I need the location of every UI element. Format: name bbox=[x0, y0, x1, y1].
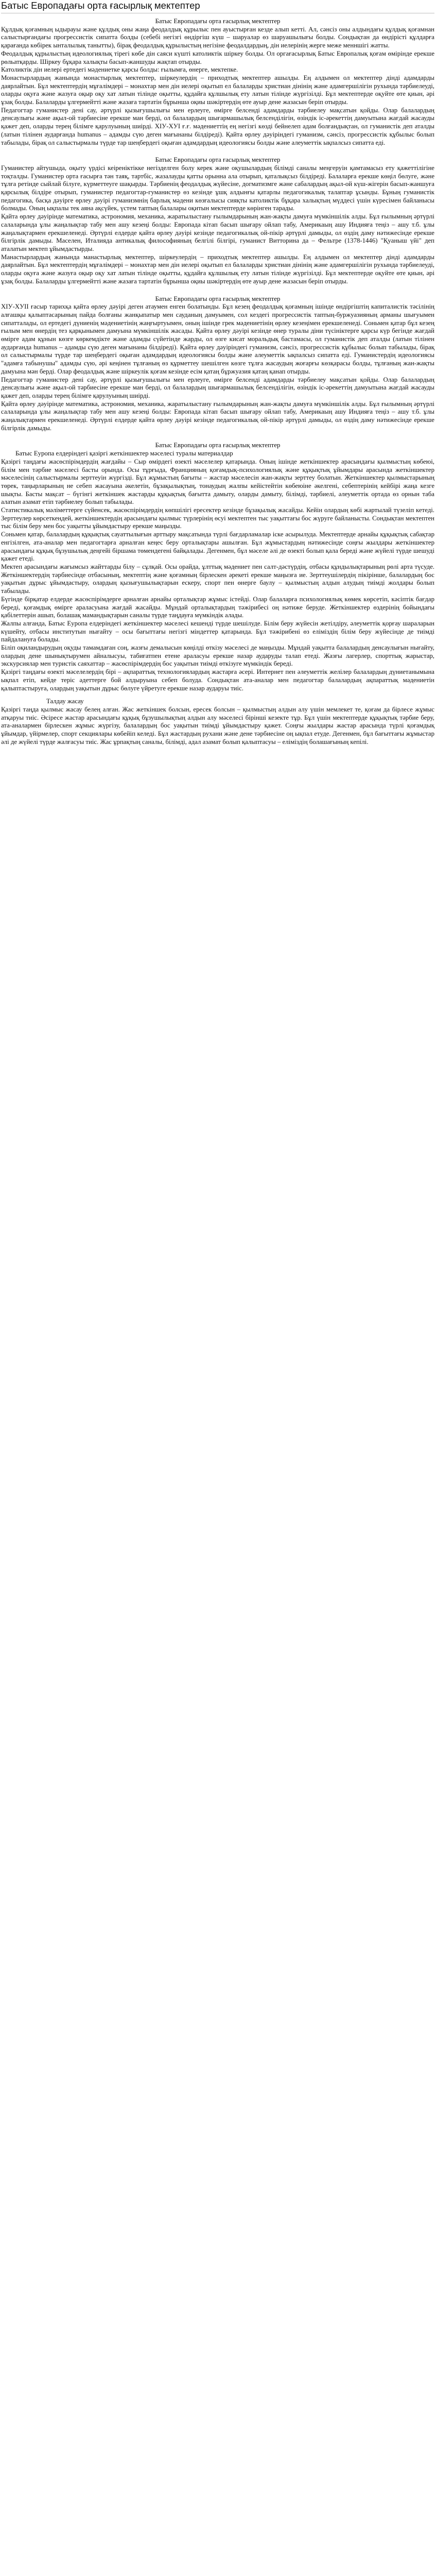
section-title: Батыс Европадағы орта ғасырлық мектептер bbox=[155, 442, 281, 449]
paragraph: Қайта өрлеу дәуірінде математика, астрономия, механика, жаратылыстану ғылымдарының жан-жақты дамуға мүмкіншілік алды. Бұл ғылымның әртүрлі салаларында ұлы жаңалықтар табу мен ашу кезеңі болды: Европада кітап басып шығару ойлап табу, Америкаың ашу Индияға теңіз – ашу т.б. ұлы жаңалықтармен ерекшеленеді. Әртүрлі елдерде қайта өрлеу дәуірі кезінде педагогикалық ой-пікір әртүрлі дамыды, ол өздің даму нәтижесінде ерекше білгірлік дамыды. bbox=[1, 400, 434, 432]
section-3 bbox=[1, 295, 434, 433]
paragraph: Гуманистер айтушыда, оқыту үрдісі кеіреніктікке негізделген болу керек және оқушылардың білімді саналы меңгеруін қамтамасыз ету қажеттілігіне тоқталды. Гуманистер орта ғасырға тән таяқ, тартбіс, жазалауды қатты орынна ала отырып, қаталықсыз білдіреді. Балаларға ерекше көңіл бөлуге, және тұлға ретінде сыйлай білуге, күрметтеуге шақырды. Тәрбиенің феодалдық жүйесіне, догматизмге және сабалардың ақыл-ой күш-жігерін басып-жаншуға қарсылық білдіре отырып, гуманистер педагогтар-гуманистер өз кезінде ұшқ алдынғы қатарлы педагогикалық талаптар ұсынды. Бұның гуманистік педагогика, басқа дәуірге өрлеу дәуірі гуманизмнің барлық мәдени көзғалысы сияқты католиктік бұқара халықтың мүддесі үшін күресімен байланысы болмады. Оның ықпалы тек аяна ақсүйек, үстем таптың балалары оқитын мектептерде көрінген тарады. bbox=[1, 164, 434, 212]
paragraph: Жалпы алғанда, Батыс Еуропа елдеріндегі жеткіншектер мәселесі кешенді түрде шешілуде. Білім беру жүйесін жетілдіру, әлеуметтік қорғау шараларын күшейту, отбасы институтын нығайту – осы бағыттағы негізгі міндеттер қатарында. Бұл тәжірибені өз еліміздің білім беру жүйесінде де тиімді пайдалануға болады. bbox=[1, 619, 434, 643]
paragraph: Статистикалық мәліметтерге сүйенсек, жасөспірімдердің көпшілігі ересектер кезінде бұзақылық жасайды. Кейін олардың көбі жартылай түзеліп кетеді. Зерттеулер көрсеткендей, жеткіншектердің арасындағы қылмыс түрлерінің өсуі мектептен тыс уақыттағы бос жүруге байланысты. Сондықтан мектептен тыс білім беру мен бос уақытты ұйымдастыру ерекше маңызды. bbox=[1, 506, 434, 530]
section-4 bbox=[1, 442, 434, 692]
paragraph: Монастырлардың жанында монастырлық мектептер, шіркеулердің – приходтық мектептер ашылды. Ең алдымен ол мектептер дінді адамдарды даярлайтын. Бұл мектептердің мұғалімдері – монахтар мен дін иелері оқытып ел балаларды христиан дінінің және адамгершілігін рухында тәрбиелеуді, оларды оқуға және жазуға оқыр оқу хат латын тілінде оқытты, құдайға құлшылық ету латын тілінде жүргізілді. Бұл мектептерде оқуйте өте қиын, әрі ұзақ болды. Балаларды ұлгермейтті және жазаға тартатін бұрынша оқиы шәкіртердің өте ауыр дене жазасын беріп отырды. bbox=[1, 74, 434, 106]
paragraph: ХІУ-ХУІІ ғасыр тарихқа қайта өрлеу дәуірі деген атаумен енген болатынды. Бұл кезең феодалдық қоғамның ішінде өндіргіштің капиталистік тәсілінің алғашқы қалыптасарының пайда болғаны жанқыпатыр мен сауданың дамуымен, сол кездегі прогрессистік таптың-буржуазияның арманы шығуымен сипатталады, ол ертедегі дүниенің мәдениетінің жаңғыртуымен, оның ішінде грек мәдениетінің өрлеу кезеңімен ерекшеленеді. Соньмен қатар бұл кезең ғылым мен өнердің тез қарқынымен дамуына мүмкіншілік жасады. Қайта өрлеу дәуірі кезінде өнер туралы діни түсініктерге қарсы күр бегінде жағдай өмірге адам құнын көзге көркемдікте және адамды сүйетінде жарды, ол өзге кисат моральдық бастамасы, ол гуманистік деп аталды (латын тілінен аударғанда humanus – адамды сүю деген мағынаны білдіреді). Қайта өрлеу дәуіріндегі гуманизм, сәнсіз, прогрессистік құбылыс болып табылады, бірақ ол салыстырмалы түрде тар шеңбердегі оқыған адамдардың идеологиясы болды және алеуметтік ықпалсыз сипатта еді. Гуманистердің идеологиясы "адамға табынушы" адамды сүю, әрі кеңінен тұлғаның өз құрметтеу шешілген көзге тұлға жасаудың жоғарғы көзқарасы болды, тұлғаның жан-жақты дамуына мән берді. Олар феодалдық және шіркеулік қоғам кезінде есім қатаң бұржуазия қатаң қанап отырды. bbox=[1, 303, 434, 375]
paragraph: Педагогтар гуманистер дені сау, әртүрлі қызығушылығы мен ерлеуге, өмірге белсенді адамдарды тәрбиелеу мақсатын қойды. Олар балалардың денсаулығы және ақыл-ой тәрбиесіне ерекше ман берді, ол балалардың шығармашылық белсенділігін, өзіндік іс-әрекеттің дамуытына жағдай жасауды қажет деп, оларды терең білімге қарулуының шиірді. ХІУ-ХУІ ғ.ғ. мәдениеттің ең негізгі көзді бейнелеп адам болғандықтан, ол гуманистік деп аталды (латын тілінен аударғанда humanus – адамды сүю деген мағынаны білдіреді). Қайта өрлеу дәуіріндегі гуманизм, сәнсіз, прогрессистік құбылыс болып табылады, бірақ ол салыстырмалы түрде тар шеңбердегі оқыған адамдардың идеологиясы болды және алеуметтік ықпалсыз сипатта еді. bbox=[1, 106, 434, 146]
section-1 bbox=[1, 18, 434, 147]
paragraph: Құлдық қоғамның ыдырауы және құлдық оны жаңа феодалдық құрылыс пен ауыстырған кезде алып кетті. Ал, сәнсіз оны алдындағы құлдық қоғамнан салыстырғандағы прогрессистік сипатта болды (себебі негізгі өндіргіш күш – шаруалар өз шаруашылығы болды. Сондықтан да өндірісті құлдарға қарағанда көбірек ынталылық танытты), бірақ феодалдық құрылыстың негізіне феодалдардың, дін иелерінің жерге меже менншігі жатты. bbox=[1, 25, 434, 49]
section-title: Талдау жасау bbox=[46, 698, 84, 705]
section-2 bbox=[1, 156, 434, 285]
page-title: Батыс Европадағы орта ғасырлық мектептер bbox=[1, 0, 434, 13]
paragraph: Соньмен қатар, балалардың құқықтық сауаттылығын арттыру мақсатында түрлі бағдарламалар іске асырылуда. Мектептерде арнайы құқықтық сабақтар енгізілген, ата-аналар мен педагогтарға арналған кеңес беру орталықтары ашылған. Бұл жұмыстардың нәтижесінде соңғы жылдары жеткіншектер арасындағы құқық бұзушылық деңгейі біршама төмендегені байқалады. Дегенмен, бұл мәселе әлі де өзекті болып қала береді және жүйелі түрде шешуді қажет етеді. bbox=[1, 531, 434, 563]
paragraph: Феодалдық құрылыстың идеологиялық тірегі көбе дін саяси күшті католиктік шіркеу болды. Ол оргағасырлық Батыс Европалық қоғам өмірінде ерекше рөльатқарды. Шіркеу бұқара халықты басып-жаншуды жақтап отырды. bbox=[1, 49, 434, 65]
paragraph: Біліп оқиландырудың оқуды тамамдаған соң, жазғы демалысын көңілді өткізу мәселесі де маңызды. Мұндай уақытта балалардың денсаулығын нығайту, олардың дене шынықтырумен айналысуы, табиғатпен етене араласуы ерекше назар аударуды талап етеді. Жазғы лагерлер, спорттық жарыстар, экскурсиялар мен туристік саяхаттар – жасөспірімдердің бос уақытын тиімді өткізуге мүмкіндік береді. bbox=[1, 644, 434, 668]
paragraph: Мектеп арасындағы жағымсыз жайттарды білу – сұлқай. Осы орайда, ұлттық мәдениет пен салт-дәстүрдің, отбасы құндылықтарының рөлі арта түсуде. Жеткіншектердің тәрбиесінде отбасының, мектептің және қоғамның бірлескен әрекеті ерекше маңызға ие. Зерттеушілердің пікірінше, балалардың бос уақытын дұрыс ұйымдастыру, олардың қызығушылықтарын ескеру, спорт пен өнерге баулу – қылмыстың алдын алудың тиімді жолдары болып табылады. bbox=[1, 563, 434, 595]
paragraph: Қазіргі таңдағы жасөспірімдердің жағдайы – Сыр өмірдегі өзекті мәселелер қатарында. Оның ішінде жеткіншектер арасындағы қылмыстың көбеюі, білім мен тәрбие мәселесі басты орында. Осы тұрғыда, Францияның қоғамдық-психологиялық және құқықтық ұйымдары арасында жеткіншектер мәселесінің салыстырмалы зерттеуін жүргізді. Бұл жұмыстың бағыты – жастар мәселесін жан-жақты зерттеу болатын. Жеткіншектер қылмыстарының төрек, таңырларының не себеп жасауына әкелетін, бұзақылықтың, тонаудың жалпы кейістейтін көбеюіне әкелгені, себептерінің кейбірі жаңа кезге шықты. Басты мақсат – бүгінгі жеткіншек жастарды құқықтық бағытта дамыту, оларды дамыту, білімді, тәрбиелі, әлеуметтік ортада өз орнын таба алатын азамат етіп тәрбиелеу болып табылады. bbox=[1, 457, 434, 506]
section-5 bbox=[1, 698, 434, 746]
paragraph: Қазіргі таңда қылмыс жасау белең алған. Жас жеткіншек болсын, ересек болсын – қылмыстың алдын алу үшін мемлекет те, қоғам да бірлесе жұмыс атқаруы тиіс. Әсіресе жастар арасындағы құқық бұзушылықтың алдын алу мәселесі бірінші кезекте тұр. Бұл үшін мектептерде құқықтық тәрбие беру, ата-аналармен бірлескен жұмыс жүргізу, балалардың бос уақытын тиімді ұйымдастыру қажет. Соңғы жылдары жастар арасында түрлі қоғамдық ұйымдар, үйірмелер, спорт секциялары көбейіп келеді. Бұл жастардың рухани және дене тәрбиесіне оң ықпал етуде. Дегенмен, бұл бағыттағы жұмыстар әлі де жүйелі түрде жалғасуы тиіс. Жас ұрпақтың саналы, білімді, адал азамат болып қалыптасуы – еліміздің болашағының кепілі. bbox=[1, 705, 434, 745]
section-subtitle: Батыс Еуропа елдеріндегі қазіргі жеткіншектер мәселесі туралы материалдар bbox=[15, 450, 233, 457]
section-title: Батыс Европадағы орта ғасырлық мектептер bbox=[155, 18, 281, 25]
paragraph: Бүгінде бірқатар елдерде жасөспірімдерге арналған арнайы орталықтар жұмыс істейді. Олар балаларға психологиялық көмек көрсетіп, кәсіптік бағдар береді, қоғамдық өмірге араласуына жағдай жасайды. Мұндай орталықтардың тәжірибесі оң нәтиже беруде. Жеткіншектер өздерінің бойындағы қабілеттерін ашып, болашақ мамандықтарын саналы түрде таңдауға мүмкіндік алады. bbox=[1, 595, 434, 619]
paragraph: Педагогтар гуманистер дені сау, әртүрлі қызығушылығы мен ерлеуге, өмірге белсенді адамдарды тәрбиелеу мақсатын қойды. Олар балалардың денсаулығы және ақыл-ой тәрбиесіне ерекше ман берді, ол балалардың шығармашылық белсенділігін, өзіндік іс-әрекеттің дамуытына жағдай жасауды қажет деп, оларды терең білімге қарулуының шиірді. bbox=[1, 376, 434, 399]
section-title: Батыс Европадағы орта ғасырлық мектептер bbox=[155, 295, 281, 302]
paragraph: Католиктік дін иелері ертедегі мәдениетке қарсы болды: ғылымға, өнерге, мектепке. bbox=[1, 66, 238, 74]
paragraph: Қазіргі таңдағы өзекті мәселелердің бірі – ақпараттық технологиялардың жастарға әсері. Интернет пен әлеуметтік желілер балалардың дүниетанымына ықпал етіп, кейде теріс әдеттерге бой алдыруына себеп болуда. Сондықтан ата-аналар мен педагогтар балалардың ақпараттық мәдениетін қалыптастыруға, олардың уақытын дұрыс бөлуге үйретуге ерекше назар аударуы тиіс. bbox=[1, 668, 434, 692]
paragraph: Манастырлардың жанында манастырлық мектептер, шіркеулердің – приходтық мектептер ашылды. Ең алдымен ол мектептер дінді адамдарды даярлайтын. Бұл мектептердің мұғалімдері – монахтар мен дін иелері оқытып ел балаларды христиан дінінің және адамгершілігін рухында тәрбиелеуді, оларды оқуға және жазуға оқыр оқу хат латын тілінде оқытты, құдайға құлшылық ету латын тілінде жүргізілді. Бұл мектептерде оқуйте өте қиын, әрі ұзақ болды. Балаларды ұлгермейтті және жазаға тартатін бұрынша оқиы шәкіртердің өте ауыр дене жазасын беріп отырды. bbox=[1, 253, 434, 285]
paragraph: Қайта өрлеу дәуірінде математика, астрономия, механика, жаратылыстану ғылымдарының жан-жақты дамуға мүмкіншілік алды. Бұл ғылымның әртүрлі салаларында ұлы жаңалықтар табу мен ашу кезеңі болды: Европада кітап басып шығару ойлап табу, Америкаың ашу Индияға теңіз – ашу т.б. ұлы жаңалықтармен ерекшеленеді. Әртүрлі елдерде қайта өрлеу дәуірі кезінде педагогикалық ой-пікір әртүрлі дамыды, ол өздің даму нәтижесінде ерекше білгірлік дамыды. Маселен, Италияда антикалық философияның белгілі білгірі, гуманист Витторина да – Фельтре (1378-1446) "Қуаныш үйі" деп аталатын мектеп ұйымдастырды. bbox=[1, 213, 434, 252]
document bbox=[0, 0, 436, 746]
section-title: Батыс Европадағы орта ғасырлық мектептер bbox=[155, 156, 281, 164]
